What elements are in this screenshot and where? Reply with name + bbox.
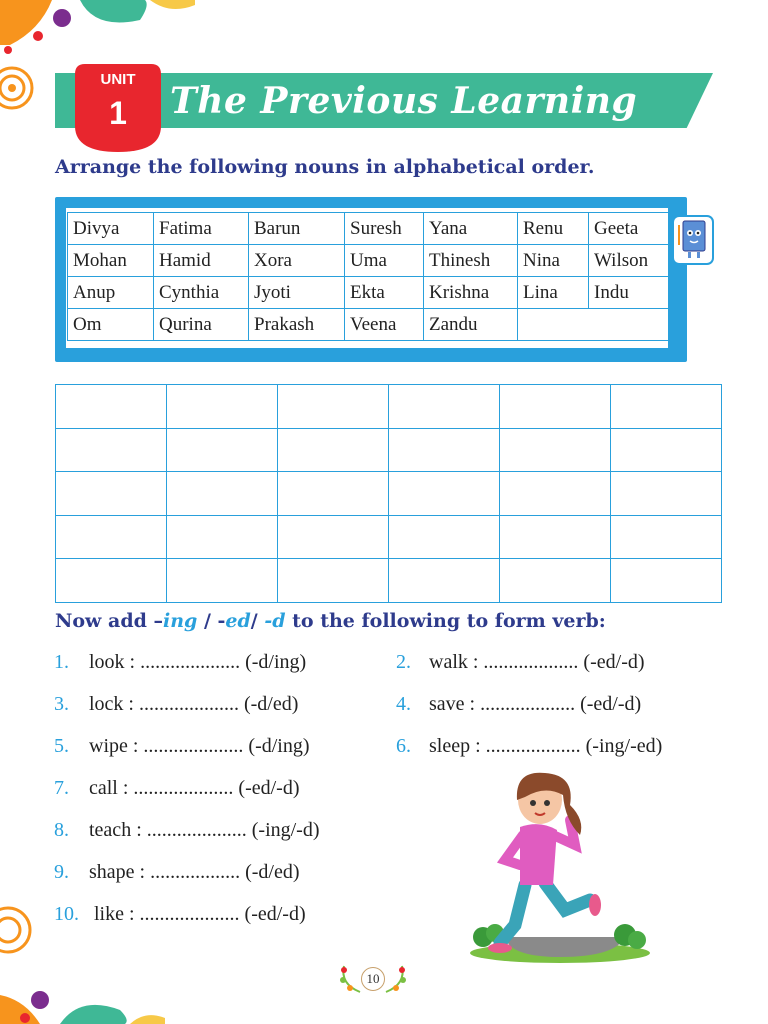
table-cell: Indu: [589, 277, 671, 309]
item-number: 7.: [54, 777, 69, 799]
item-number: 2.: [396, 651, 411, 673]
table-cell: Qurina: [154, 309, 249, 341]
table-cell: Yana: [424, 213, 518, 245]
suffix-ed: ed: [225, 610, 251, 632]
grid-cell[interactable]: [167, 428, 278, 472]
grid-cell[interactable]: [611, 515, 722, 559]
page-number: 10: [361, 967, 385, 991]
grid-cell[interactable]: [56, 515, 167, 559]
exercise-item: [396, 651, 645, 674]
grid-cell[interactable]: [389, 428, 500, 472]
table-cell: Zandu: [424, 309, 518, 341]
item-text: save : ................... (-ed/-d): [429, 693, 642, 715]
table-cell: Ekta: [345, 277, 424, 309]
table-row: [68, 245, 671, 277]
grid-cell[interactable]: [278, 559, 389, 603]
table-cell: Renu: [518, 213, 589, 245]
grid-cell[interactable]: [56, 472, 167, 516]
exercise-item: [54, 735, 310, 758]
page-title: The Previous Learning: [170, 80, 638, 122]
table-cell: Om: [68, 309, 154, 341]
item-number: 8.: [54, 819, 69, 841]
grid-cell[interactable]: [278, 385, 389, 429]
exercise-item: [54, 861, 300, 884]
table-cell: Prakash: [249, 309, 345, 341]
table-cell: Mohan: [68, 245, 154, 277]
table-row: [56, 559, 722, 603]
table-cell: Lina: [518, 277, 589, 309]
table-row: [68, 309, 671, 341]
item-text: teach : .................... (-ing/-d): [89, 819, 320, 841]
table-row: [56, 515, 722, 559]
instruction-suffix: to the following to form verb:: [285, 610, 606, 632]
separator: /: [250, 610, 265, 632]
table-cell: Fatima: [154, 213, 249, 245]
item-number: 4.: [396, 693, 411, 715]
suffix-ing: ing: [163, 610, 198, 632]
exercise-item: [396, 735, 662, 758]
item-text: wipe : .................... (-d/ing): [89, 735, 310, 757]
section2-instruction: [55, 610, 606, 632]
grid-cell[interactable]: [56, 559, 167, 603]
grid-cell[interactable]: [56, 428, 167, 472]
names-table: [67, 212, 671, 341]
grid-cell[interactable]: [389, 515, 500, 559]
item-number: 1.: [54, 651, 69, 673]
grid-cell[interactable]: [167, 385, 278, 429]
grid-cell[interactable]: [500, 559, 611, 603]
table-cell: Nina: [518, 245, 589, 277]
table-cell: Anup: [68, 277, 154, 309]
exercise-item: [54, 777, 300, 800]
section1-instruction: Arrange the following nouns in alphabetical order.: [55, 156, 595, 178]
separator: / -: [197, 610, 226, 632]
table-row: [56, 428, 722, 472]
table-cell: Barun: [249, 213, 345, 245]
table-row: [68, 213, 671, 245]
item-text: look : .................... (-d/ing): [89, 651, 307, 673]
item-number: 5.: [54, 735, 69, 757]
item-text: sleep : ................... (-ing/-ed): [429, 735, 663, 757]
grid-cell[interactable]: [278, 472, 389, 516]
table-cell: Hamid: [154, 245, 249, 277]
grid-cell[interactable]: [611, 559, 722, 603]
grid-cell[interactable]: [278, 428, 389, 472]
table-cell: Cynthia: [154, 277, 249, 309]
exercise-item: [54, 903, 306, 926]
grid-cell[interactable]: [500, 472, 611, 516]
item-text: walk : ................... (-ed/-d): [429, 651, 645, 673]
item-text: lock : .................... (-d/ed): [89, 693, 299, 715]
grid-cell[interactable]: [167, 559, 278, 603]
running-girl-illustration: [465, 765, 655, 965]
unit-number: 1: [109, 95, 127, 131]
table-cell: [518, 309, 671, 341]
suffix-d: -d: [264, 610, 286, 632]
table-cell: Geeta: [589, 213, 671, 245]
item-text: shape : .................. (-d/ed): [89, 861, 300, 883]
item-number: 9.: [54, 861, 69, 883]
laurel-left-icon: [338, 962, 362, 994]
item-number: 10.: [54, 903, 79, 925]
unit-label: UNIT: [100, 71, 136, 88]
table-cell: Krishna: [424, 277, 518, 309]
grid-cell[interactable]: [389, 385, 500, 429]
table-cell: Jyoti: [249, 277, 345, 309]
item-number: 3.: [54, 693, 69, 715]
exercise-item: [54, 819, 320, 842]
book-mascot-icon: [672, 215, 714, 265]
table-cell: Uma: [345, 245, 424, 277]
exercise-item: [396, 693, 641, 716]
instruction-prefix: Now add –: [55, 610, 164, 632]
grid-cell[interactable]: [167, 515, 278, 559]
table-cell: Wilson: [589, 245, 671, 277]
table-cell: Xora: [249, 245, 345, 277]
grid-cell[interactable]: [389, 559, 500, 603]
grid-cell[interactable]: [389, 472, 500, 516]
answer-grid: [55, 384, 722, 603]
grid-cell[interactable]: [500, 428, 611, 472]
grid-cell[interactable]: [500, 515, 611, 559]
table-cell: Suresh: [345, 213, 424, 245]
table-row: [68, 277, 671, 309]
grid-cell[interactable]: [611, 385, 722, 429]
grid-cell[interactable]: [167, 472, 278, 516]
table-cell: Thinesh: [424, 245, 518, 277]
grid-cell[interactable]: [611, 472, 722, 516]
grid-cell[interactable]: [500, 385, 611, 429]
item-text: call : .................... (-ed/-d): [89, 777, 300, 799]
table-row: [56, 472, 722, 516]
item-text: like : .................... (-ed/-d): [89, 903, 306, 925]
grid-cell[interactable]: [611, 428, 722, 472]
unit-badge: [75, 64, 161, 152]
grid-cell[interactable]: [56, 385, 167, 429]
table-row: [56, 385, 722, 429]
laurel-right-icon: [384, 962, 408, 994]
item-number: 6.: [396, 735, 411, 757]
exercise-item: [54, 693, 298, 716]
grid-cell[interactable]: [278, 515, 389, 559]
table-cell: Divya: [68, 213, 154, 245]
table-cell: Veena: [345, 309, 424, 341]
exercise-item: [54, 651, 306, 674]
